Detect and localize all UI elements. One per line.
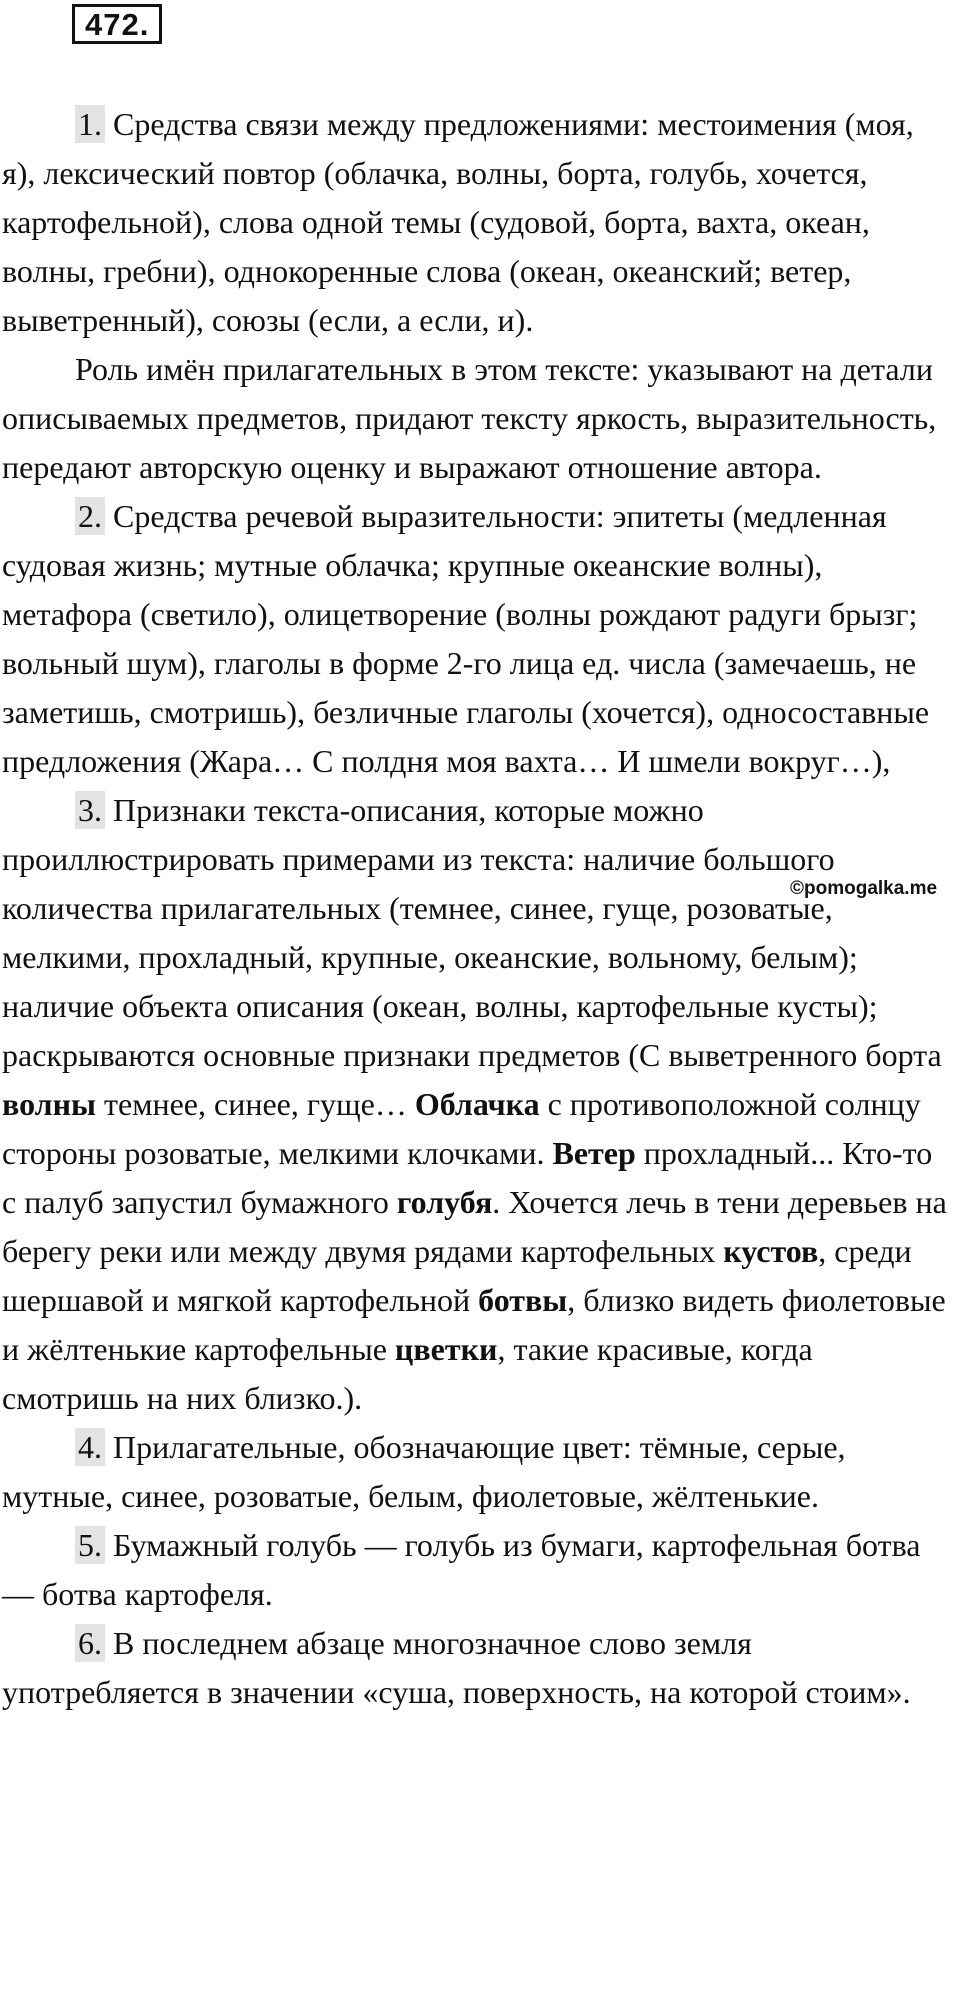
item-number-3: 3. (75, 791, 105, 829)
paragraph-3-text: . Хочется лечь в тени деревьев на берегу реки или между двумя рядами картофельных (2, 1184, 947, 1269)
paragraph-3-text: , такие красивые, когда смотришь на них близко.). (2, 1331, 813, 1416)
bold-word: голубя (396, 1184, 493, 1220)
paragraph-4 (2, 1423, 954, 1521)
bold-word: ботвы (478, 1282, 568, 1318)
bold-word: кустов (723, 1233, 819, 1269)
bold-word: волны (2, 1086, 97, 1122)
paragraph-3-text: , среди шершавой и мягкой картофельной (2, 1233, 912, 1318)
paragraph-6 (2, 1619, 954, 1717)
item-number-1: 1. (75, 105, 105, 143)
paragraph-3-text: прохладный... Кто-то с палуб запустил бумажного (2, 1135, 933, 1220)
exercise-number: 472. (72, 4, 162, 44)
paragraph-2-text: Средства речевой выразительности: эпитеты (медленная судовая жизнь; мутные облачка; крупные океанские волны), метафора (светило), олицетворение (волны рождают радуги брызг; вольный шум), глаголы в форме 2-го лица ед. числа (замечаешь, не заметишь, смотришь), безличные глаголы (хочется), односоставные предложения (Жара… С полдня моя вахта… И шмели вокруг…), (2, 498, 930, 779)
paragraph-adjectives-role-text: Роль имён прилагательных в этом тексте: указывают на детали описываемых предметов, придают тексту яркость, выразительность, передают авторскую оценку и выражают отношение автора. (2, 351, 937, 485)
answer-text (2, 100, 954, 1717)
paragraph-3-text: с противоположной солнцу стороны розоватые, мелкими клочками. (2, 1086, 921, 1171)
paragraph-2 (2, 492, 954, 786)
paragraph-3-text: темнее, синее, гуще… (96, 1086, 415, 1122)
paragraph-1 (2, 100, 954, 345)
watermark: ©pomogalka.me (790, 878, 938, 899)
paragraph-5 (2, 1521, 954, 1619)
bold-word: Ветер (552, 1135, 636, 1171)
paragraph-adjectives-role (2, 345, 954, 492)
bold-word: Облачка (414, 1086, 540, 1122)
paragraph-3 (2, 786, 954, 1423)
item-number-6: 6. (75, 1624, 105, 1662)
paragraph-1-text: Средства связи между предложениями: местоимения (моя, я), лексический повтор (облачка, волны, борта, голубь, хочется, картофельной), слова одной темы (судовой, борта, вахта, океан, волны, гребни), однокоренные слова (океан, океанский; ветер, выветренный), союзы (если, а если, и). (2, 106, 914, 338)
bold-word: цветки (394, 1331, 498, 1367)
paragraph-4-text: Прилагательные, обозначающие цвет: тёмные, серые, мутные, синее, розоватые, белым, фиолетовые, жёлтенькие. (2, 1429, 846, 1514)
paragraph-3-text: , близко видеть фиолетовые и жёлтенькие картофельные (2, 1282, 946, 1367)
item-number-5: 5. (75, 1526, 105, 1564)
paragraph-6-text: В последнем абзаце многозначное слово земля употребляется в значении «суша, поверхность, на которой стоим». (2, 1625, 911, 1710)
paragraph-3-text: Признаки текста-описания, которые можно проиллюстрировать примерами из текста: наличие большого количества прилагательных (темнее, синее, гуще, розоватые, мелкими, прохладный, крупные, океанские, вольному, белым); наличие объекта описания (океан, волны, картофельные кусты); раскрываются основные признаки предметов (С выветренного борта (2, 792, 942, 1073)
paragraph-5-text: Бумажный голубь — голубь из бумаги, картофельная ботва — ботва картофеля. (2, 1527, 921, 1612)
item-number-2: 2. (75, 497, 105, 535)
item-number-4: 4. (75, 1428, 105, 1466)
